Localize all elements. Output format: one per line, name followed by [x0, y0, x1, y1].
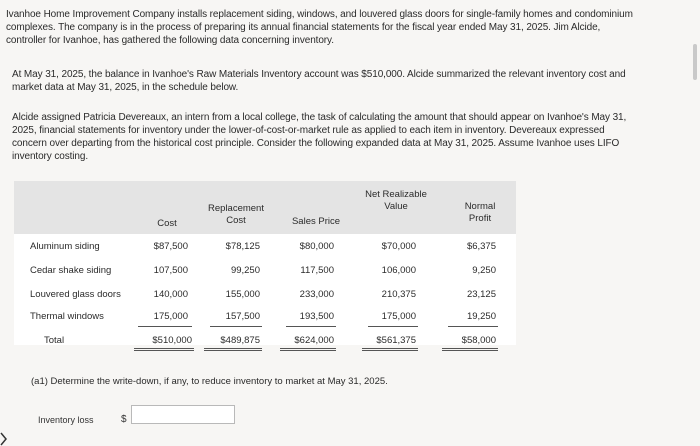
- header-replacement-cost: Replacement Cost: [208, 203, 264, 226]
- cell-louvered-replacement: 155,000: [225, 289, 260, 300]
- cell-cedar-sales-price: 117,500: [300, 265, 334, 276]
- balance-paragraph: At May 31, 2025, the balance in Ivanhoe's Raw Materials Inventory account was $510,000. Alcide summarized the relevant inventory cost and market data at May 31, 2025, in the schedule below.: [12, 69, 626, 93]
- cell-cedar-profit: 9,250: [472, 265, 496, 276]
- total-rule-sales-price: [280, 348, 336, 351]
- cell-total-sales-price: $624,000: [294, 335, 334, 346]
- cell-cedar-cost: 107,500: [153, 265, 188, 276]
- subtotal-rule-replacement: [210, 326, 262, 327]
- cell-aluminum-sales-price: $80,000: [299, 241, 334, 252]
- row-label-louvered-glass-doors: Louvered glass doors: [30, 289, 121, 300]
- row-label-total: Total: [44, 335, 65, 346]
- cell-total-nrv: $561,375: [376, 335, 416, 346]
- row-label-thermal-windows: Thermal windows: [30, 311, 104, 322]
- intern-paragraph: Alcide assigned Patricia Devereaux, an intern from a local college, the task of calculating the amount that should appear on Ivanhoe's May 31, 2025, financial statements for inventory under the lower-of-cost-or-market rule as applied to each item in inventory. Devereaux expressed concern over departing from the historical cost principle. Consider the following expanded data at May 31, 2025. Assume Ivanhoe uses LIFO inventory costing.: [12, 112, 627, 162]
- cell-total-replacement: $489,875: [220, 335, 260, 346]
- question-a1: (a1) Determine the write-down, if any, to reduce inventory to market at May 31, 2025.: [31, 376, 388, 387]
- cell-louvered-profit: 23,125: [466, 289, 496, 300]
- cell-thermal-replacement: 157,500: [225, 311, 260, 322]
- cell-total-cost: $510,000: [152, 335, 192, 346]
- cell-total-profit: $58,000: [461, 335, 496, 346]
- mouse-cursor-icon: [0, 432, 8, 446]
- cell-louvered-sales-price: 233,000: [299, 289, 334, 300]
- row-label-cedar-shake-siding: Cedar shake siding: [30, 265, 112, 276]
- total-rule-profit: [442, 348, 498, 351]
- subtotal-rule-cost: [138, 326, 192, 327]
- total-rule-nrv: [362, 348, 418, 351]
- cell-aluminum-nrv: $70,000: [381, 241, 416, 252]
- scrollbar-thumb[interactable]: [693, 44, 697, 80]
- cell-louvered-nrv: 210,375: [381, 289, 416, 300]
- cell-aluminum-profit: $6,375: [466, 241, 496, 252]
- subtotal-rule-sales-price: [286, 326, 336, 327]
- subtotal-rule-profit: [448, 326, 498, 327]
- cell-thermal-cost: 175,000: [153, 311, 188, 322]
- total-rule-replacement: [204, 348, 262, 351]
- header-normal-profit: Normal Profit: [464, 201, 496, 224]
- subtotal-rule-nrv: [368, 326, 418, 327]
- cell-aluminum-cost: $87,500: [153, 241, 188, 252]
- cell-louvered-cost: 140,000: [153, 289, 188, 300]
- cell-thermal-sales-price: 193,500: [299, 311, 334, 322]
- header-net-realizable-value: Net Realizable Value: [365, 189, 427, 212]
- cell-thermal-profit: 19,250: [466, 311, 496, 322]
- cell-cedar-nrv: 106,000: [381, 265, 416, 276]
- inventory-loss-label: Inventory loss: [38, 415, 94, 425]
- cell-thermal-nrv: 175,000: [381, 311, 416, 322]
- cell-aluminum-replacement: $78,125: [225, 241, 260, 252]
- intro-paragraph: Ivanhoe Home Improvement Company installs replacement siding, windows, and louvered glass doors for single-family homes and condominium complexes. The company is in the process of preparing its annual financial statements for the fiscal year ended May 31, 2025. Jim Alcide, controller for Ivanhoe, has gathered the following data concerning inventory.: [6, 9, 633, 46]
- cell-cedar-replacement: 99,250: [230, 265, 260, 276]
- inventory-table: [14, 181, 516, 345]
- header-sales-price: Sales Price: [291, 216, 341, 227]
- row-label-aluminum-siding: Aluminum siding: [30, 241, 100, 252]
- header-cost: Cost: [157, 218, 177, 229]
- total-rule-cost: [134, 348, 194, 351]
- inventory-loss-input[interactable]: [131, 405, 235, 424]
- currency-symbol: $: [121, 414, 127, 425]
